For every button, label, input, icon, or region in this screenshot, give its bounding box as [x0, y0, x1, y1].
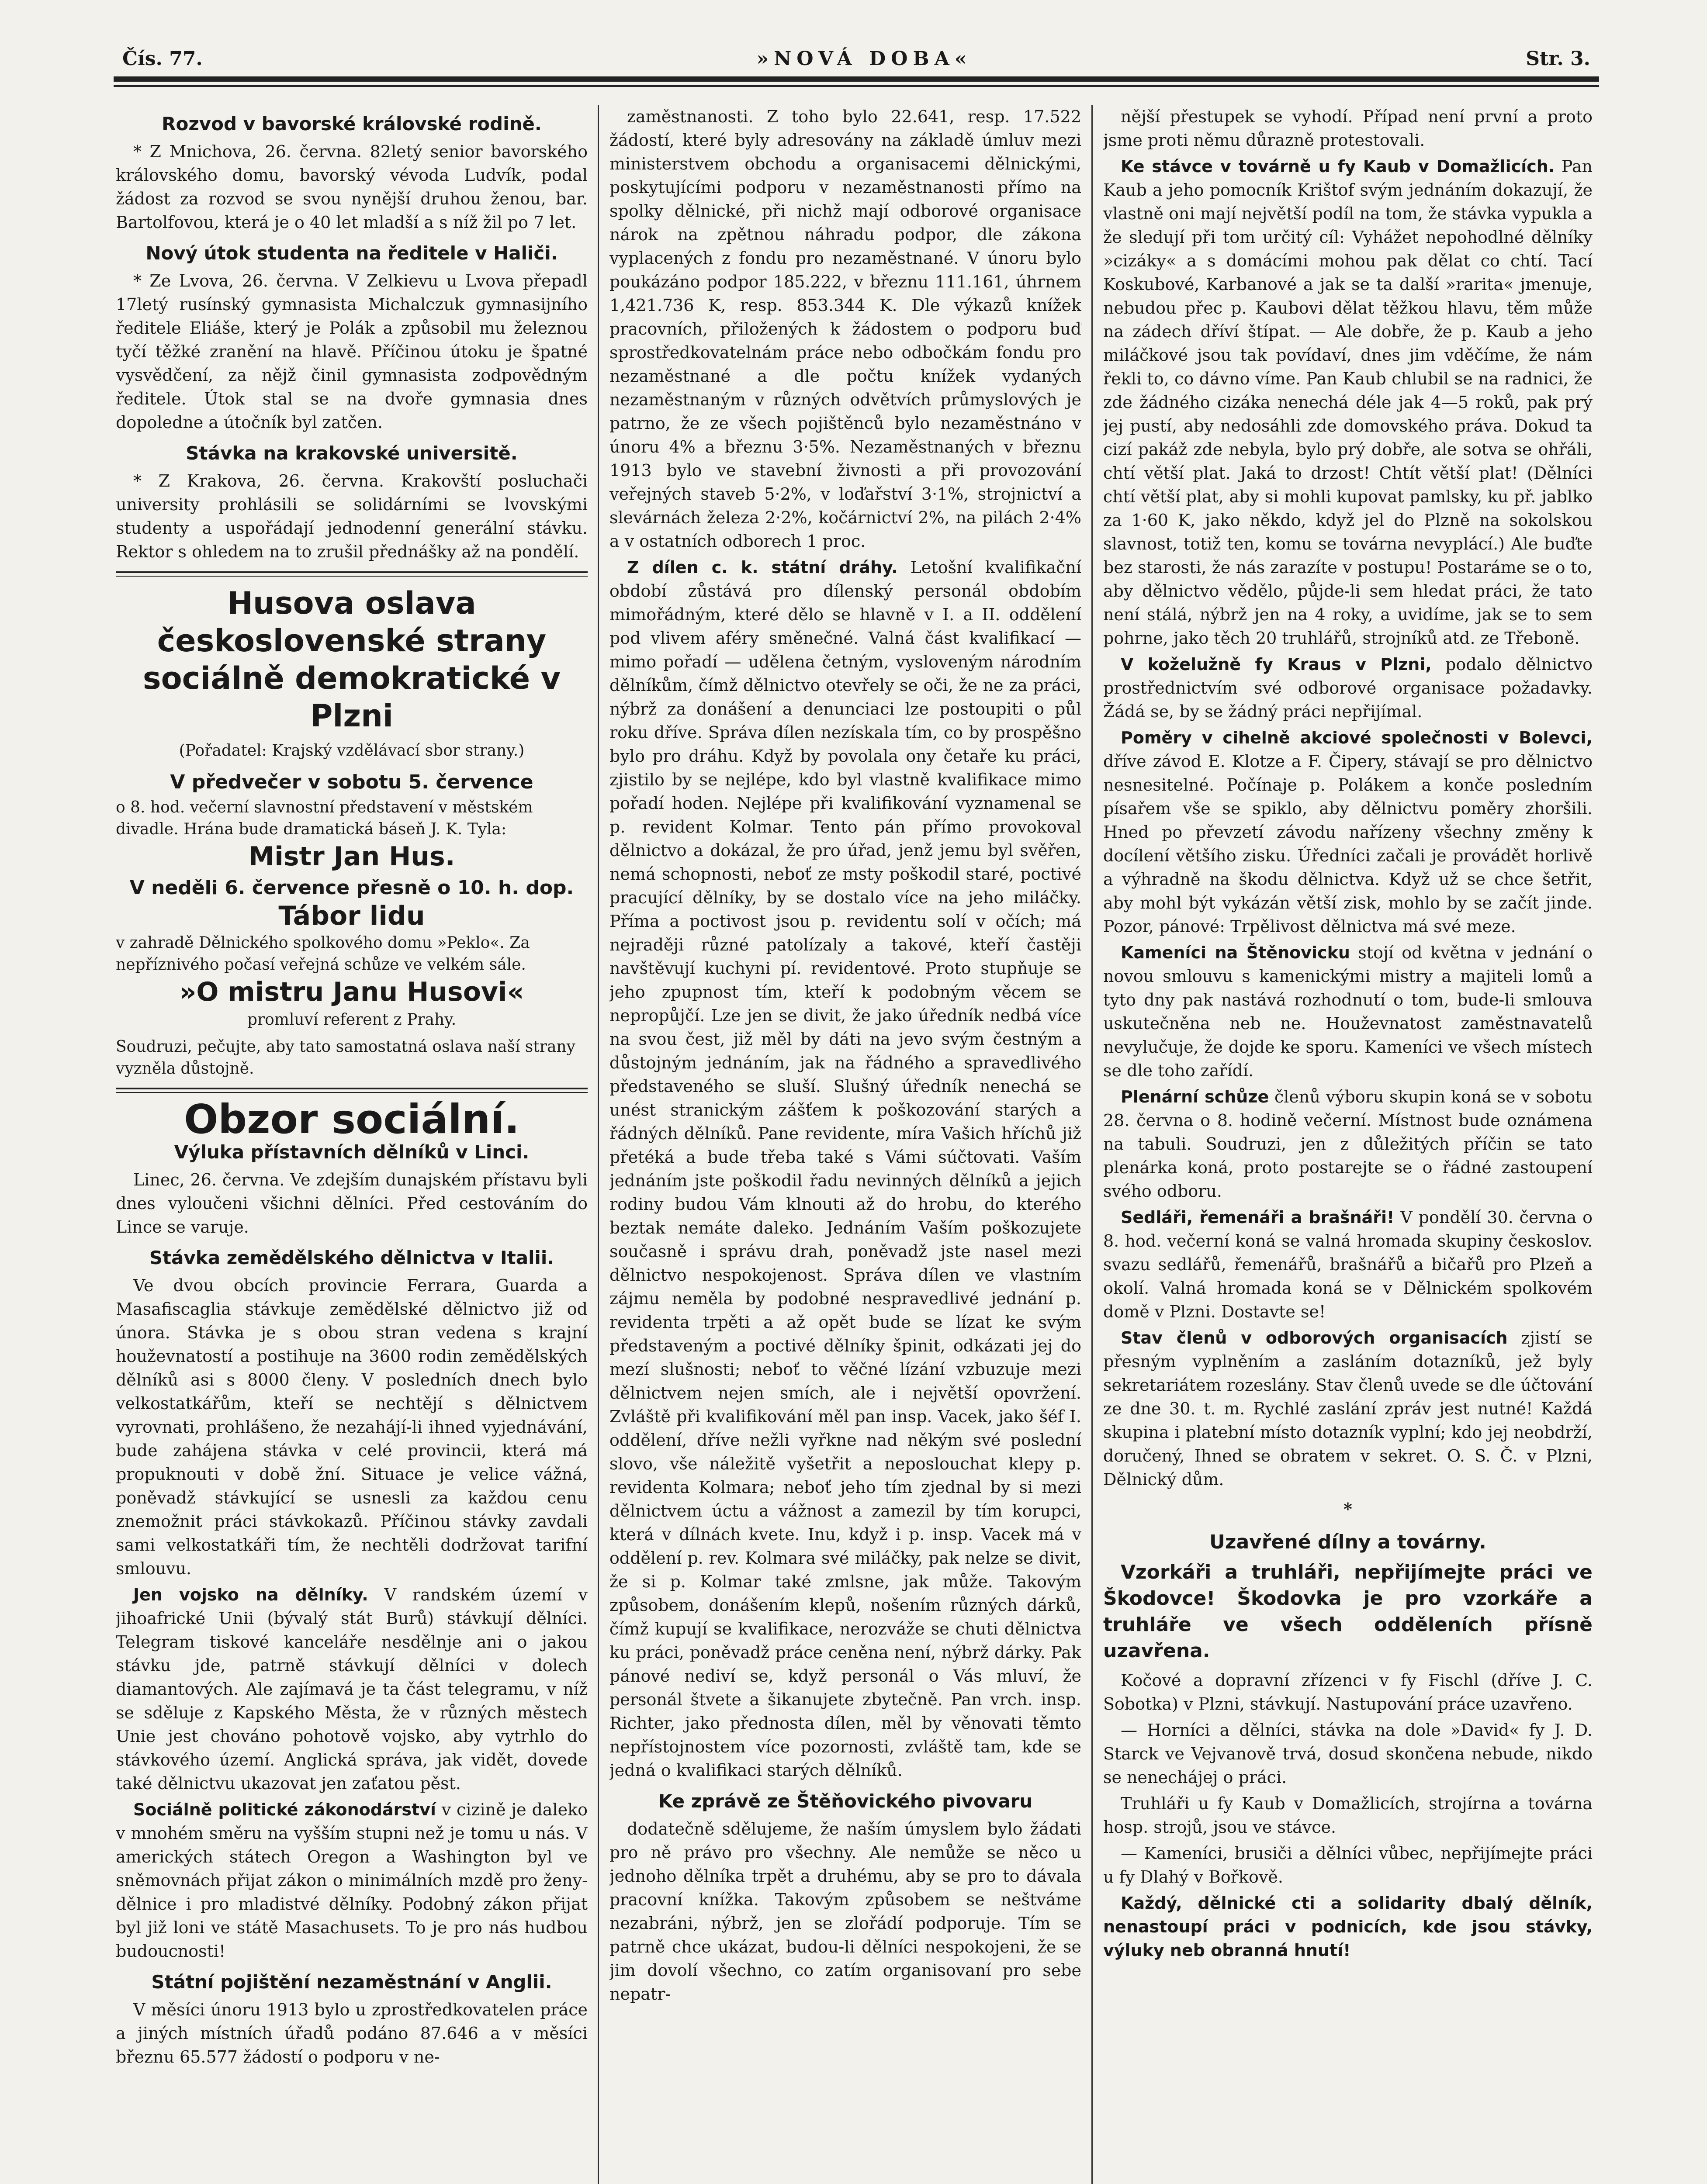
article-text: nější přestupek se vyhodí. Případ není první a proto jsme proti němu důrazně protestovali. [1103, 107, 1593, 150]
separator-star: * [1343, 1499, 1352, 1519]
article-text [116, 1798, 588, 1963]
article-text: Ve dvou obcích provincie Ferrara, Guarda a Masafiscaglia stávkuje zemědělské dělnictvo již od února. Stávka je s obou stran vedena s krajní houževnatostí a postihuje na 3600 rodin zemědělských dělníků asi s 8000 členy. V posledních dnech bylo velkostatkářům, kteří se nechtějí s dělnictvem vyrovnati, prohlášeno, že nezahájí-li ihned vyjednávání, bude zahájena stávka v celé provincii, která má propuknouti v době žní. Situace je velice vážná, poněvadž stávkující se usnesli za každou cenu znemožnit práci stávkokazů. Příčinou stávky zavdali sami velkostatkáři tím, že nechtěli dodržovat tarifní smlouvu. [116, 1276, 588, 1578]
article-headline: Výluka přístavních dělníků v Linci. [174, 1141, 530, 1163]
article-headline: Státní pojištění nezaměstnání v Anglii. [151, 1971, 552, 1993]
section-divider [116, 1088, 588, 1093]
article-text: stojí od května v jednání o novou smlouvu s kamenickými mistry a majiteli lomů a tyto dny pak nastává rozhodnutí o tom, bude-li smlouva uskutečněna neb ne. Houževnatost zaměstnavatelů nevylučuje, že dojde ke sporu. Kameníci ve všech místech se dle toho zařídí. [1103, 943, 1593, 1080]
article-headline: Plenární schůze [1121, 1087, 1269, 1106]
article-text: členů výboru skupin koná se v sobotu 28. června o 8. hodině večerní. Místnost bude oznámena na tabuli. Soudruzi, jen z důležitých příčin se tato plenárka koná, proto postarejte se o řádné zastoupení svého odboru. [1103, 1087, 1593, 1201]
article-text [1103, 1085, 1593, 1203]
notice-eve-text: o 8. hod. večerní slavnostní představení v městském divadle. Hrána bude dramatická báseň J. K. Tyla: [116, 798, 533, 838]
masthead: »NOVÁ DOBA« [756, 48, 972, 70]
article-headline: Stávka zemědělského dělnictva v Italii. [149, 1247, 554, 1268]
article-headline: Rozvod v bavorské královské rodině. [162, 113, 542, 135]
article-text [1103, 155, 1593, 650]
article-headline: Sedláři, řemenáři a brašnáři! [1121, 1208, 1395, 1227]
article-text: Linec, 26. června. Ve zdejším dunajském přístavu byli dnes vyloučeni všichni dělníci. Před cestováním do Lince se varuje. [116, 1170, 588, 1237]
article-headline: Ke zprávě ze Štěňovického pivovaru [658, 1790, 1033, 1812]
column-divider [1091, 105, 1093, 2184]
article-text: podalo dělnictvo prostřednictvím své odborové organisace požadavky. Žádá se, by se žádný práci nepřijímal. [1103, 655, 1593, 721]
column-divider [598, 105, 599, 2184]
article-headline: Stav členů v odborových organisacích [1121, 1328, 1508, 1348]
article-text: * Ze Lvova, 26. června. V Zelkievu u Lvova přepadl 17letý rusínský gymnasista Michalczuk gymnasijního ředitele Eliáše, který je Polák a způsobil mu železnou tyčí těžké zranění na hlavě. Příčinou útoku je špatné vysvědčení, za nějž činil gymnasista zodpovědným ředitele. Útok stal se na dvoře gymnasia dnes dopoledne a útočník byl zatčen. [116, 271, 588, 432]
notice-closing: Soudruzi, pečujte, aby tato samostatná oslava naší strany vyzněla důstojně. [116, 1038, 575, 1078]
page-header [122, 17, 1590, 70]
notice-title: Husova oslava československé strany sociálně demokratické v Plzni [142, 585, 561, 734]
article-text: * Z Krakova, 26. června. Krakovští posluchači university prohlásili se solidárními se lvovskými studenty a uspořádají jednodenní generální stávku. Rektor s ohledem na to zrušil přednášky až na pondělí. [116, 471, 588, 561]
article-text: v cizině je daleko v mnohém směru na vyšším stupni než je tomu u nás. V amerických státech Oregon a Washington byl ve sněmovnách přijat zákon o minimálních mzdě pro ženy-dělnice i pro mladistvé dělníky. Podobný zákon přijat byl již loni ve státě Masachusets. To je pro nás hudbou budoucnosti! [116, 1800, 588, 1961]
article-text [116, 1583, 588, 1795]
notice-play: Mistr Jan Hus. [248, 841, 455, 872]
column-3 [1103, 105, 1593, 2184]
column-2 [609, 105, 1081, 2184]
notice-tabor: Tábor lidu [278, 901, 425, 931]
article-headline: Kameníci na Štěnovicku [1121, 943, 1350, 962]
column-1 [116, 105, 588, 2184]
article-text [1103, 1206, 1593, 1324]
hus-celebration-notice [116, 584, 588, 1080]
article-text: V pondělí 30. června o 8. hod. večerní koná se valná hromada skupiny českoslov. svazu sedlářů, řemenářů, brašnářů a bičařů pro Plzeň a okolí. Valná hromada koná se v Dělnickém spolkovém domě v Plzni. Dostavte se! [1103, 1208, 1593, 1321]
notice-tabor-text: v zahradě Dělnického spolkového domu »Peklo«. Za nepříznivého počasí veřejná schůze ve velkém sále. [116, 934, 530, 974]
page-number: Str. 3. [1526, 48, 1590, 70]
notice-lecture: »O mistru Janu Husovi« [179, 977, 524, 1007]
article-text [1103, 1326, 1593, 1491]
article-text: Letošní kvalifikační období zůstává pro dílenský personál obdobím mimořádným, které dělo se hlavně v I. a II. oddělení pod vlivem aféry směnečné. Valná část kvalifikací — mimo pořadí — udělena četným, vysloveným národním dělníkům, čímž dělnictvo otevřely se oči, že ne za práci, nýbrž za donášení a denunciaci lze postoupiti o půl roku dříve. Správa dílen nezískala tím, co by prospěšno bylo pro dráhu. Když by povolala ony četaře ku práci, zjistilo by se nejlépe, kdo byl vlastně kvalifikace mimo pořadí hoden. Nejlépe při kvalifikování vyznamenal se p. revident Kolmar. Tento pán přímo provokoval dělnictvo a dokázal, že pro úřad, jenž jemu byl svěřen, nemá schopnosti, neboť ze msty poškodil staré, poctivé pracující dělníky, by se dostalo více na jeho miláčky. Příma a poctivost jsou p. revidentu solí v očích; má nejraději různé patolízaly a takové, kteří častěji navštěvují kuchyni pí. revidentové. Proto stupňuje se jeho zpupnost tím, kteří k podobným věcem se nepropůjčí. Lze jen se divit, že jako úředník nedbá více na svou čest, již měl by dáti na jevo svým čestným a důstojným jednáním, jak na řádného a spravedlivého představeného se sluší. Slušný úředník nenechá se unést stranickým zášťem k poškozování starých a řádných dělníků. Pane revidente, míra Vašich hříchů již přetéká a bude třeba také s Vámi súčtovati. Vaším jednáním jste poškodil řadu nevinných dělníků a jejich rodiny budou Vám klnouti až do hrobu, do kterého beztak nemáte daleko. Jednáním Vaším poškozujete současně i správu drah, poněvadž jste nasel mezi dělnictvo nespokojenost. Správa dílen ve vlastním zájmu neměla by podobné nespravedlivé jednání p. revidenta trpěti a až opět bude se lízat ke svým představeným a poctivé dělníky špinit, odkázati jej do mezí slušnosti; neboť to věčné lízání vzbuzuje mezi dělnictvem nejen smích, ale i největší opovržení. Zvláště při kvalifikování měl pan insp. Vacek, jako šéf I. oddělení, dříve nežli vyřkne nad někým své poslední slovo, vše náležitě vyšetřit a neposlouchat klepy p. revidenta Kolmara; neboť jeho tím zjednal by si mezi dělnictvem úctu a vážnost a zamezil by tím korupci, která v dílnách kvete. Inu, když i p. insp. Vacek má v oddělení p. rev. Kolmara své miláčky, pak nelze se divit, že si p. Kolmar také zmlsne, jak může. Takovým způsobem, donášením klepů, nošením různých dárků, čímž kupují se kvalifikace, nerozváže se chuti dělnictva ku práci, poněvadž práce ceněna není, nýbrž dárky. Pak pánové nediví se, když personál o Vás mluví, že personál štvete a šikanujete zbytečně. Pan vrch. insp. Richter, jako přednosta dílen, měl by věnovati těmto nepřístojnostem více pozornosti, zvláště tam, kde se jedná o kvalifikaci starých dělníků. [609, 558, 1081, 1780]
article-text: V randském území v jihoafrické Unii (bývalý stát Burů) stávkují dělníci. Telegram tiskové kanceláře nesdělnje ani o jakou stávku jde, patrně stávkují dělníci v dolech diamantových. Ale zajímavá je ta část telegramu, v níž se sděluje z Kapského Města, že v různých městech Unie jest chováno pohotově vojsko, aby vytrhlo do stávkového území. Anglická správa, jak vidět, dovede také dělnictvu ukazovat jen zaťatou pěst. [116, 1585, 588, 1793]
article-headline: Stávka na krakovské universitě. [186, 442, 518, 464]
article-text: zaměstnanosti. Z toho bylo 22.641, resp. 17.522 žádostí, které byly adresovány na základě úmluv mezi ministerstvem obchodu a organisacemi dělnickými, poskytujícími podporu v nezaměstnanosti přímo na spolky dělnické, při nichž mají odborové organisace nárok na zpětnou náhradu podpor, dle zákona vyplacených z fondu pro nezaměstnané. V únoru bylo poukázáno podpor 185.222, v březnu 111.161, úhrnem 1,421.736 K, resp. 853.344 K. Dle výkazů knížek pracovních, přiložených k žádostem o podporu buď sprostředkovatelnám práce nebo odbočkám fondu pro nezaměstnané a dle počtu knížek vydaných nezaměstnaným v různých odvětvích průmyslových je patrno, že ze všech pojištěnců bylo nezaměstnáno v únoru 4% a březnu 3·5%. Nezaměstnaných v březnu 1913 bylo ve stavební živnosti a při provozování veřejných staveb 5·2%, v loďařství 3·1%, strojnictví a slevárnách železa 2·2%, kočárnictví 2%, na pilách 2·4% a v ostatních odborech 1 proc. [609, 107, 1081, 551]
section-title: Obzor sociální. [184, 1096, 519, 1143]
header-rule [114, 76, 1599, 82]
article-text: dodatečně sdělujeme, že naším úmyslem bylo žádati pro ně právo pro všechny. Ale nemůže se něco u jednoho dělníka trpět a druhému, aby se pro to dávala pracovní knížka. Takovým způsobem se neštváme nezabráni, nýbrž, jen se zlořádí podporuje. Tím se patrně chce ukázat, budou-li dělníci nespokojeni, že se jim dovolí všechno, co zatím organisovaní pro sebe nepatr- [609, 1819, 1081, 2004]
warning-notice: Vzorkáři a truhláři, nepřijímejte práci ve Škodovce! Škodovka je pro vzorkáře a truhláře ve všech odděleních přísně uzavřena. [1103, 1561, 1593, 1662]
list-item: — Horníci a dělníci, stávka na dole »David« fy J. D. Starck ve Vejvanově trvá, dosud skončena nebude, nikdo se nenechájej o práci. [1103, 1721, 1593, 1787]
article-text: zjistí se přesným vyplněním a zasláním dotazníků, jež byly sekretariátem rozeslány. Stav členů uvede se dle účtování ze dne 30. t. m. Rychlé zaslání zpráv jest nutné! Každá skupina i platební místo dotazník vyplní; kdo jej neobdrží, doručený, Ihned se obratem v sekret. O. S. Č. v Plzni, Dělnický dům. [1103, 1328, 1593, 1489]
notice-sunday: V neděli 6. července přesně o 10. h. dop. [129, 877, 574, 899]
article-text: Pan Kaub a jeho pomocník Krištof svým jednáním dokazují, že vlastně oni mají největší podíl na tom, že stávka vypukla a že sledují při tom určitý cíl: Vyhážet nepohodlné dělníky »cizáky« a s domácími mohou pak dělat co chtí. Tací Koskubové, Karbanové a jak se ta další »rarita« jmenuje, nebudou přec p. Kaubovi dělat těžkou hlavu, těm může na zádech dříví štípat. — Ale dobře, že p. Kaub a jeho miláčkové jsou tak povídaví, dnes jim vděčíme, že nám řekli to, co dávno víme. Pan Kaub chlubil se na radnici, že zde žádného cizáka nenechá déle jak 4—5 roků, pak prý jej pustí, aby nedosáhli zde domovského práva. Dokud ta cizí pakáž zde nebyla, bylo prý dobře, ale sotva se ohřáli, chtí větší plat. Jaká to drzost! Chtít větší plat! (Dělníci chtí větší plat, aby si mohli kupovat pamlsky, ku př. jablko za 1·60 K, jako někdo, když jel do Plzně na sokolskou slavnost, totiž ten, komu se továrna nevyplácí.) Ale buďte bez starosti, že nás zarazíte v postupu! Postaráme se o to, aby dělnictvo vědělo, půjde-li sem hledat práci, že tato není stálá, nýbrž jen na 4 roky, a uvidíme, jak se to sem pohrne, jako těch 20 truhlářů, strojníků atd. ze Třeboně. [1103, 157, 1593, 648]
article-headline: Sociálně politické zákonodárství [133, 1800, 436, 1819]
article-text [1103, 726, 1593, 938]
issue-number: Čís. 77. [122, 48, 203, 70]
article-text: dříve závod E. Klotze a F. Čipery, stávají se pro dělnictvo nesnesitelné. Počínaje p. Polákem a konče posledním písařem vše se spiklo, aby dělnictvu poměry zhoršili. Hned po převzetí závodu nařízeny všechny změny k docílení většího zisku. Úředníci začali je provádět horlivě a výhradně na škodu dělnictva. Když už se chce šetřit, aby mohl být vykázán větší zisk, mohlo by se začít jinde. Pozor, pánové: Trpělivost dělnictva má své meze. [1103, 752, 1593, 936]
notice-lecturer: promluví referent z Prahy. [247, 1011, 457, 1029]
article-headline: V koželužně fy Kraus v Plzni, [1121, 655, 1432, 674]
article-headline: Nový útok studenta na ředitele v Haliči. [145, 242, 558, 264]
article-headline: Jen vojsko na dělníky. [133, 1585, 368, 1604]
list-item: Truhláři u fy Kaub v Domažlicích, strojírna a továrna hosp. strojů, jsou ve stávce. [1103, 1794, 1593, 1837]
article-headline: Ke stávce v továrně u fy Kaub v Domažlicích. [1121, 157, 1555, 176]
section-divider [116, 571, 588, 577]
article-text [609, 556, 1081, 1782]
header-rule-thin [114, 85, 1599, 87]
article-text: * Z Mnichova, 26. června. 82letý senior bavorského královského domu, bavorský vévoda Ludvík, podal žádost za rozvod se svou nynější druhou ženou, bar. Bartolfovou, která je o 40 let mladší a s níž žil po 7 let. [116, 142, 588, 232]
article-headline: Poměry v cihelně akciové společnosti v Bolevci, [1121, 728, 1593, 747]
list-item: Kočové a dopravní zřízenci v fy Fischl (dříve J. C. Sobotka) v Plzni, stávkují. Nastupování práce uzavřeno. [1103, 1671, 1593, 1714]
notice-eve: V předvečer v sobotu 5. července [170, 771, 533, 793]
article-headline: Uzavřené dílny a továrny. [1209, 1531, 1486, 1553]
list-item: — Kameníci, brusiči a dělníci vůbec, nepřijímejte práci u fy Dlahý v Bořkově. [1103, 1844, 1593, 1887]
list-item: Každý, dělnické cti a solidarity dbalý dělník, nenastoupí práci v podnicích, kde jsou stávky, výluky neb obranná hnutí! [1103, 1894, 1593, 1960]
article-text [1103, 653, 1593, 723]
article-text: V měsíci únoru 1913 bylo u zprostředkovatelen práce a jiných místních úřadů podáno 87.646 a v měsíci březnu 65.577 žádostí o podporu v ne- [116, 2000, 588, 2067]
notice-organizer: (Pořadatel: Krajský vzdělávací sbor strany.) [179, 742, 525, 760]
article-headline: Z dílen c. k. státní dráhy. [627, 558, 898, 577]
article-text [1103, 941, 1593, 1082]
